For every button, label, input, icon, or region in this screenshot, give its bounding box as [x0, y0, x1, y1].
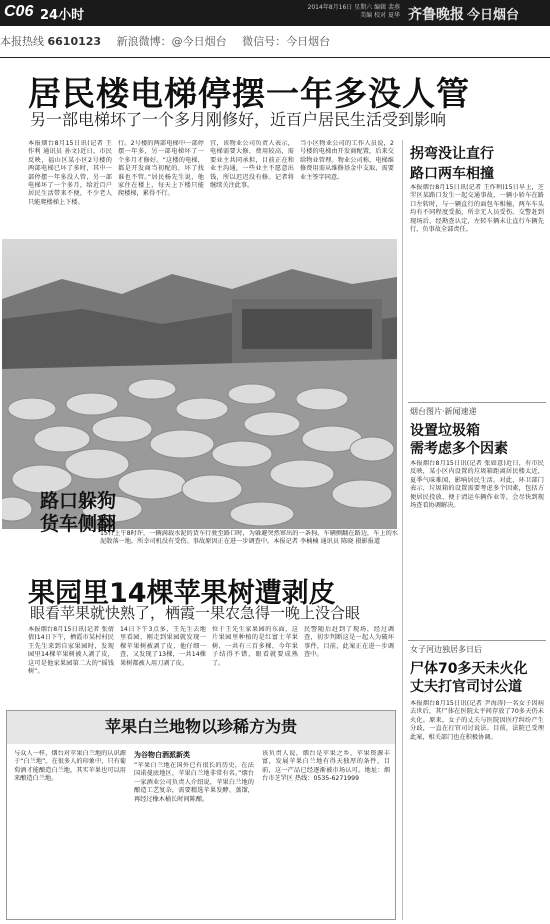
right-story-3-title: 尸体70多天未火化 [410, 661, 528, 677]
inset-section-heading: 为谷物白酒派新类 [134, 751, 190, 759]
newspaper-brand [408, 4, 519, 24]
lead-column-4: 当小区物业公司的工作人员说，2号楼的电梯由开发商配置，后来交给物业管理。物业公司称，电梯维修费用需从维修基金中支取，需要业主签字同意。 [300, 140, 394, 181]
second-column-4: 民警随后赶到了现场，经过调查，初步判断这是一起人为破坏事件，目前，此案正在进一步调查中。 [304, 626, 394, 659]
lead-column-3: 宜，该物业公司负责人表示，电梯需要大修，费用较高，需要业主共同承担，目前正在和业主沟通，一些业主不愿意出钱，所以迟迟没有修。记者将继续关注此事。 [210, 140, 294, 190]
hotline-label: 本报热线 [0, 35, 44, 48]
hotline-number: 6610123 [47, 35, 102, 48]
wechat: 微信号：今日烟台 [242, 35, 331, 48]
accident-photo [2, 239, 397, 529]
right-story-3-title-b: 丈夫打官司讨公道 [410, 679, 522, 695]
date-line: 2014年8月16日 星期六 编辑 裴燕 美编 校对 夏华 [307, 4, 400, 19]
second-column-1: 本报烟台8月15日讯(记者 张倩倩)14日下午，栖霞市某村村民王先生来到自家果园时，发现园里14棵苹果树被人剥了皮，这可是他家果园第二大的“摇钱树”。 [28, 626, 114, 676]
inset-title: 苹果白兰地物以珍稀方为贵 [104, 717, 297, 736]
brand-sub: 今日烟台 [467, 8, 520, 23]
right-story-2-title-b: 需考虑多个因素 [410, 441, 508, 457]
hotline-bar [0, 33, 550, 55]
photo-title-line-2: 货车侧翻 [40, 513, 117, 535]
second-subhead: 眼看苹果就快熟了，栖霞一果农急得一晚上没合眼 [30, 604, 361, 622]
lead-headline: 居民楼电梯停摆一年多没人管 [28, 74, 470, 113]
right-story-2-title: 设置垃圾箱 [410, 423, 480, 439]
right-story-2-tag: 烟台图片·新闻速递 [410, 407, 477, 416]
inset-column-2: “苹果白兰地在国外已有很长的历史，在法国诺曼底地区，苹果白兰地非常有名。”烟台一家酒业公司负责人介绍说，苹果白兰地的酿造工艺复杂，需要精选苹果发酵、蒸馏，再经过橡木桶长时间陈酿。 [134, 762, 254, 803]
right-story-1-text: 本报烟台8月15日讯(记者 王作利)15日早上，芝罘区某路口发生一起交通事故，一辆小轿车在路口左转时，与一辆直行的面包车相撞，两车车头均有不同程度受损，所幸无人员受伤。交警赶到现场后，经勘查认定，左转车辆未让直行车辆先行，负事故全部责任。 [410, 184, 544, 234]
lead-column-2: 行。2号楼的两部电梯中一部停摆一年多，另一部电梯坏了一个多月才修好。“这楼的电梯，都是开发商当初配的，坏了找谁也不管。”居民杨先生说，他家住在楼上，每天上下楼只能爬楼梯，累得不行。 [118, 140, 204, 198]
inset-column-1: 与众人一样，烟台对苹果白兰地的认识源于“白兰地”。在很多人的印象中，只有葡萄酒才能酿造白兰地，其实苹果也可以用来酿造白兰地。 [14, 750, 126, 783]
right-divider-2 [408, 640, 546, 641]
second-column-2: 14日下午3点多，王先生去地里看园，刚走到果园就发现一棵苹果树被剥了皮，他仔细一查，又发现了13棵，一共14棵果树都被人用刀剥了皮。 [120, 626, 206, 667]
header-rule [0, 57, 550, 58]
right-divider-1 [408, 402, 546, 403]
section-name: 24小时 [40, 8, 85, 23]
hotline [0, 35, 101, 48]
right-story-3-text: 本报烟台8月15日讯(记者 尹海涛)一名女子因病去世后，其尸体在医院太平间存放了70多天仍未火化。原来，女子的丈夫与医院因医疗纠纷产生分歧，一直在打官司讨说法。目前，法院已受理此案，相关部门也在积极协调。 [410, 700, 544, 741]
lead-column-1: 本报烟台8月15日讯(记者 王作利 通讯员 孙文)近日，市民反映，福山区某小区2号楼的两部电梯已坏了多时，其中一部停摆一年多没人管，另一部电梯坏了一个多月，给近百户居民生活带来不便，不少老人只能爬楼梯上下楼。 [28, 140, 112, 206]
right-story-2-text: 本报烟台8月15日讯(记者 张如意)近日，有市民反映，某小区内设置的垃圾箱距离居民楼太近，夏季气味难闻，影响居民生活。对此，环卫部门表示，垃圾箱的设置需要考虑多个因素，包括方便居民投放、便于清运车辆作业等，会尽快到现场查看协调解决。 [410, 460, 544, 510]
photo-title-line-1: 路口躲狗 [40, 490, 117, 512]
right-story-1-title: 路口两车相撞 [410, 166, 494, 182]
inset-column-3: 该负责人说，烟台是苹果之乡，苹果资源丰富，发展苹果白兰地有得天独厚的条件，目前，这一产品已经逐渐被市场认可。地址：烟台市芝罘区 热线：0535-6271999 [262, 750, 390, 783]
weibo: 新浪微博：@今日烟台 [116, 35, 227, 48]
second-column-3: 位于王先生家果园的东面，这片果园里种植的是红富士苹果树，一共有三百多棵，今年果子结得不错，眼看就要成熟了。 [212, 626, 298, 667]
photo-caption: 15日上午8时许，一辆满载水泥的货车行驶至路口时，为躲避突然窜出的一条狗，车辆侧翻在路边，车上的水泥散落一地。所幸司机没有受伤。事故原因正在进一步调查中。本报记者 李楠楠 通讯员 陈晓 摄影报道 [100, 530, 398, 546]
right-story-3-tag: 女子河边独居多日后 [410, 645, 482, 654]
lead-subhead: 另一部电梯坏了一个多月刚修好，近百户居民生活受到影响 [30, 110, 447, 129]
page-code: C06 [4, 3, 34, 20]
brand-name: 齐鲁晚报 [408, 7, 464, 23]
right-column-divider [402, 140, 403, 920]
right-story-1-tag: 拐弯没让直行 [410, 146, 494, 162]
second-headline: 果园里14棵苹果树遭剥皮 [28, 578, 336, 609]
